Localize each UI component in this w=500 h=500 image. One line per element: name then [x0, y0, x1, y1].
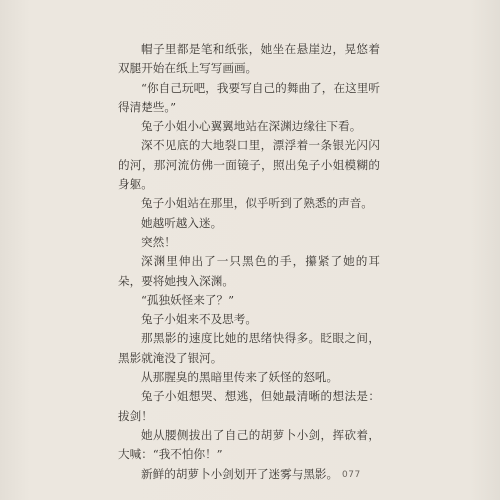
paragraph: “你自己玩吧，我要写自己的舞曲了，在这里听得清楚些。”: [118, 80, 380, 114]
paragraph: 她从腰侧拔出了自己的胡萝卜小剑，挥砍着，大喊：“我不怕你！”: [118, 427, 380, 462]
paragraph: 那黑影的速度比她的思绪快得多。眨眼之间，黑影就淹没了银河。: [118, 331, 380, 365]
paragraph: 兔子小姐想哭、想逃，但她最清晰的想法是：拔剑！: [118, 389, 380, 423]
paragraph: 深渊里伸出了一只黑色的手，攥紧了她的耳朵，要将她拽入深渊。: [118, 254, 380, 288]
paragraph: 从那腥臭的黑暗里传来了妖怪的怒吼。: [141, 370, 339, 385]
paragraph: 她越听越入迷。: [141, 215, 223, 230]
paragraph: 深不见底的大地裂口里，漂浮着一条银光闪闪的河，那河流仿佛一面镜子，照出兔子小姐模糊的身躯。: [118, 138, 380, 192]
paragraph: 兔子小姐来不及思考。: [141, 312, 257, 327]
paragraph: 新鲜的胡萝卜小剑划开了迷雾与黑影。: [141, 466, 339, 481]
paragraph: 帽子里都是笔和纸张，她坐在悬崖边，晃悠着双腿开始在纸上写写画画。: [118, 42, 380, 76]
paragraph: “孤独妖怪来了？”: [141, 292, 235, 307]
paragraph: 突然！: [141, 234, 176, 249]
paragraph: 兔子小姐小心翼翼地站在深渊边缘往下看。: [141, 119, 362, 134]
paragraph: 兔子小姐站在那里，似乎听到了熟悉的声音。: [141, 196, 373, 211]
page-number: 077: [342, 470, 361, 480]
body-text: [118, 40, 380, 484]
